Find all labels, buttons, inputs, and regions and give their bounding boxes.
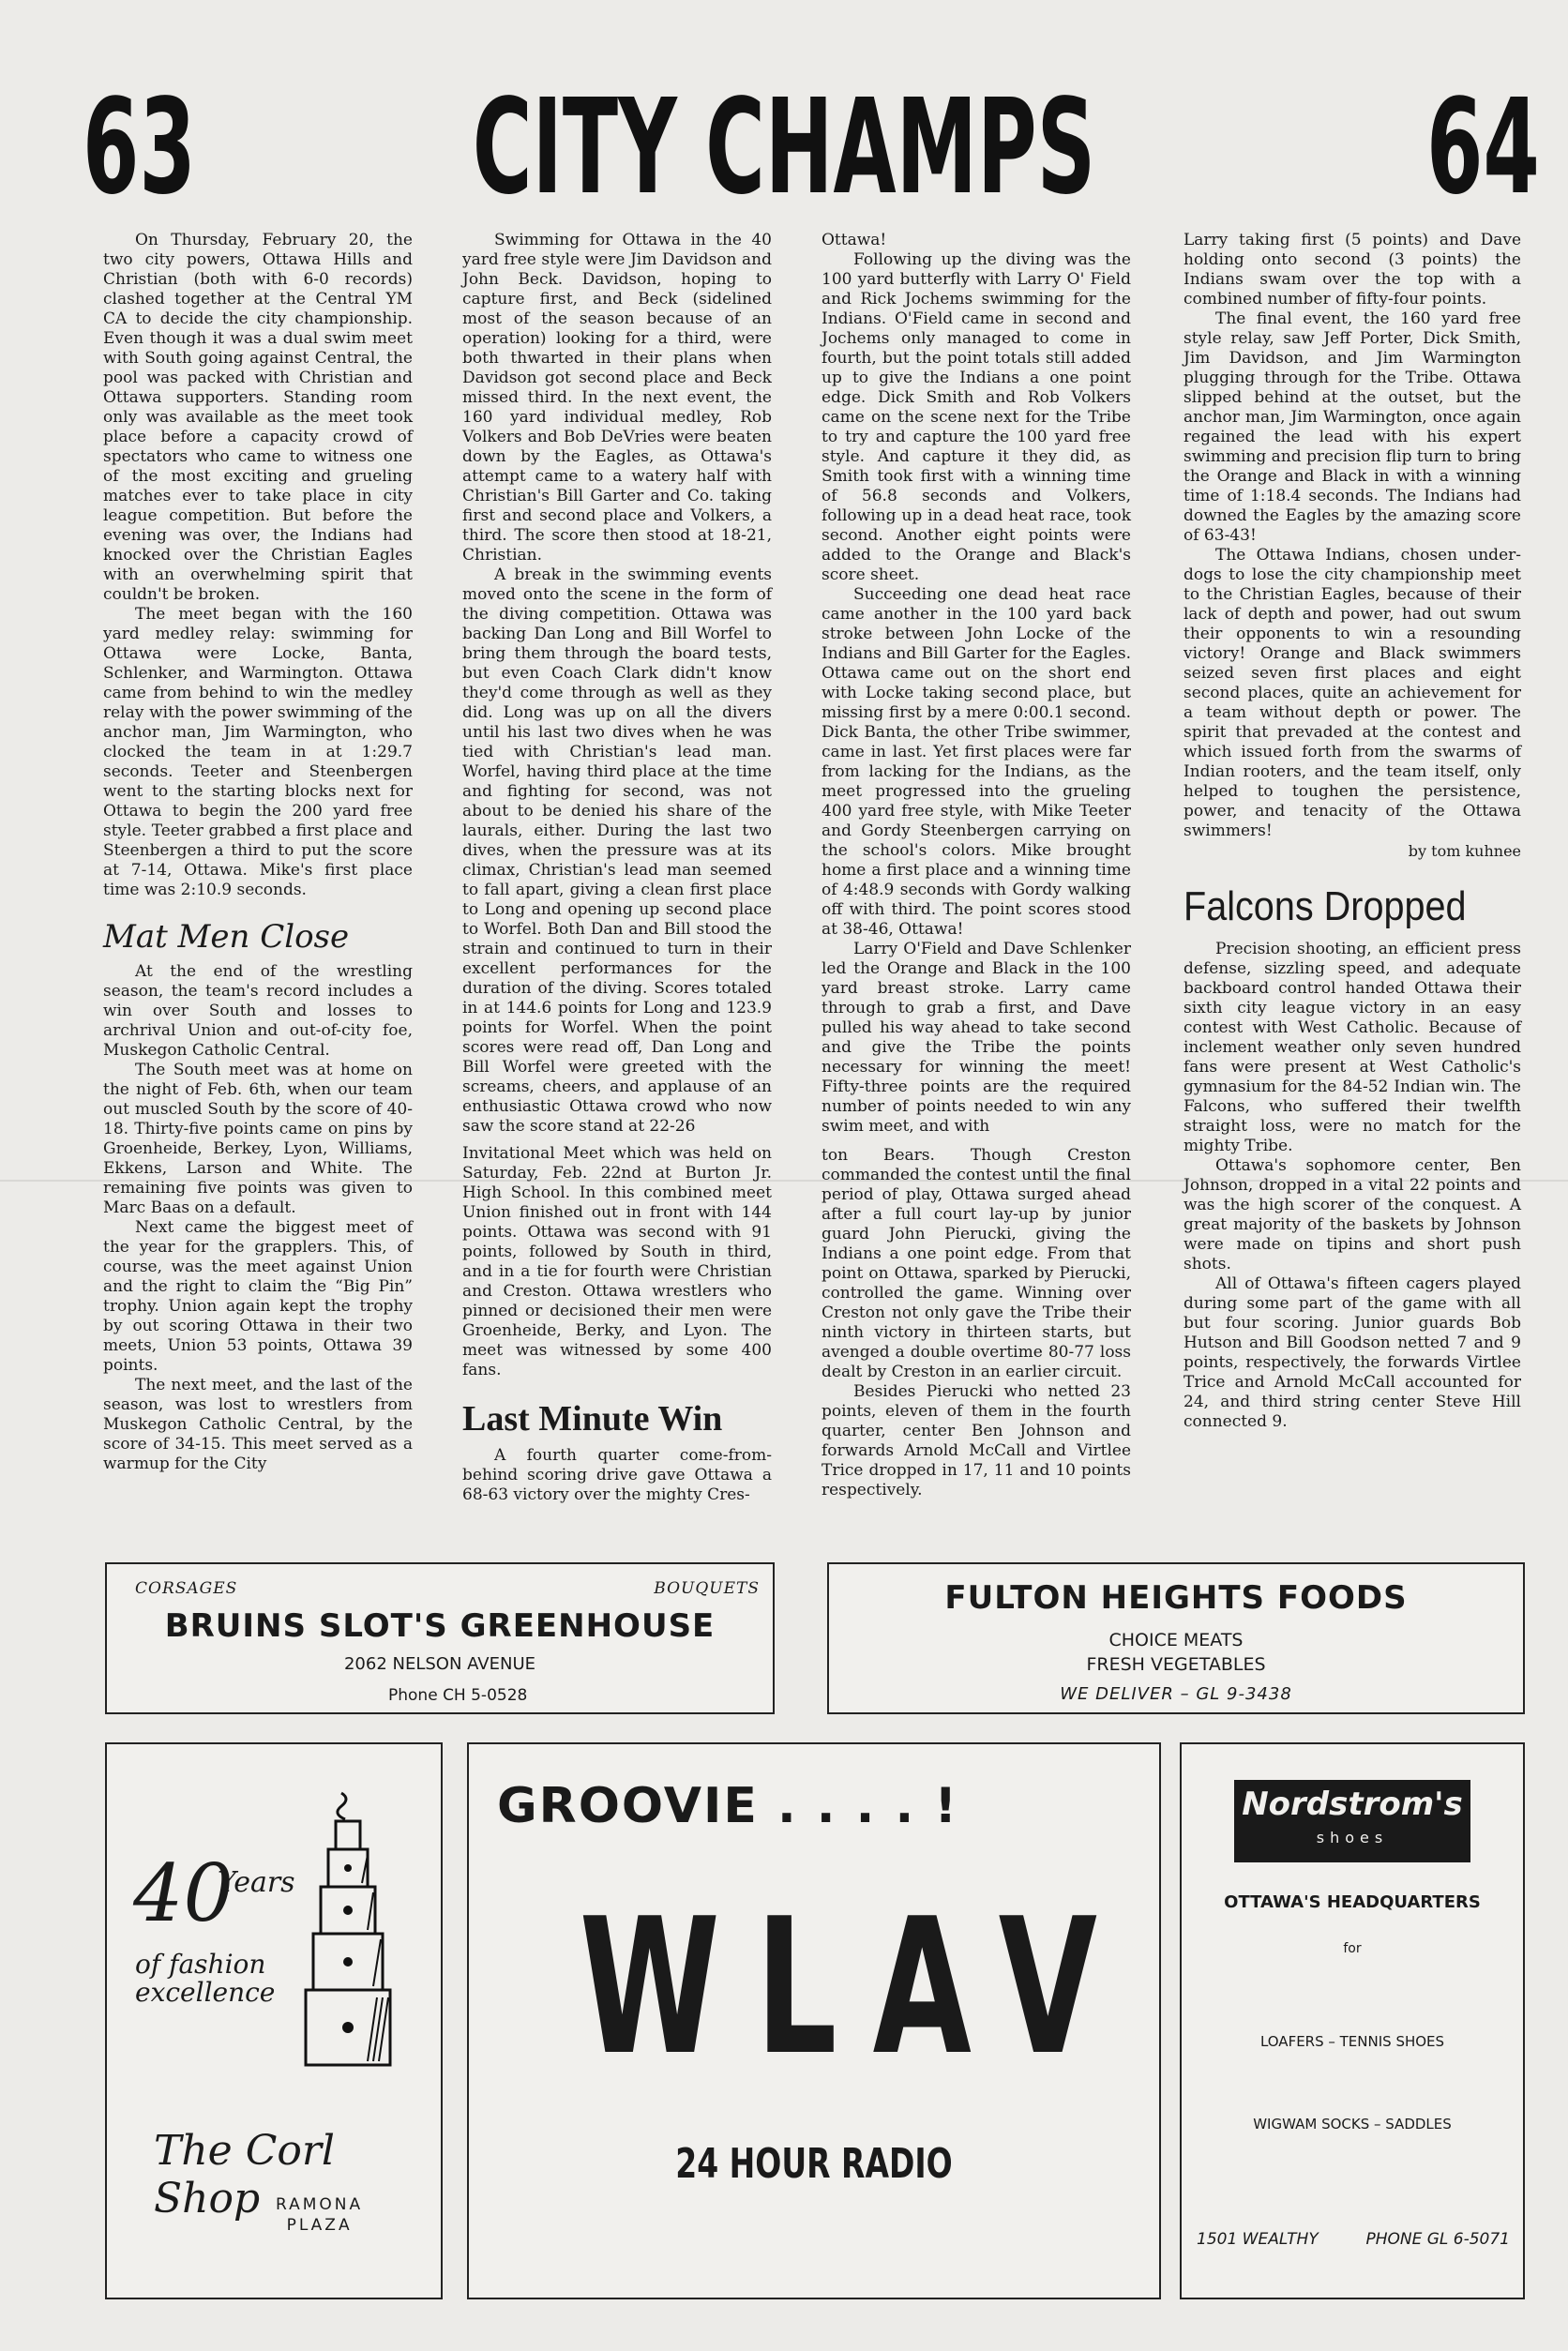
ad-slogan: GROOVIE . . . . ! <box>497 1778 959 1834</box>
headline: CITY CHAMPS <box>472 71 1096 224</box>
paragraph: Besides Pierucki who netted 23 points, eleven of them in the fourth quarter, center Ben Johnson and forwards Arnold McCall and Virtlee Trice dropped in 17, 11 and 10 points respectively. <box>822 1382 1131 1500</box>
paragraph: The final event, the 160 yard free style relay, saw Jeff Porter, Dick Smith, Jim Davidson, and Jim Warmington plugging through for the Tribe. Ottawa slipped behind at the outset, but the anchor man, Jim Warmington, once again regained the lead with his expert swimming and precision flip turn to bring the Orange and Black in with a winning time of 1:18.4 seconds. The Indians had downed the Eagles by the amazing score of 63-43! <box>1184 309 1521 545</box>
paragraph: A break in the swimming events moved onto the scene in the form of the diving competition. Ottawa was backing Dan Long and Bill Worfel to bring them through the board tests, but even Coach Clark didn't know they'd come through as well as they did. Long was up on all the divers until his last two dives when he was tied with Christian's lead man. Worfel, having third place at the time and fighting for second, was not about to be denied his share of the laurals, either. During the last two dives, when the pressure was at its climax, Christian's lead man seemed to fall apart, giving a clean first place to Long and opening up second place to Worfel. Both Dan and Bill stood the strain and continued to turn in their excellent performances for the duration of the diving. Scores totaled in at 144.6 points for Long and 123.9 points for Worfel. When the point scores were read off, Dan Long and Bill Worfel were greeted with the screams, cheers, and applause of an enthusiastic Ottawa crowd who now saw the score stand at 22-26 <box>462 565 772 1136</box>
paragraph: The Ottawa Indians, chosen under-dogs to lose the city championship meet to the Christian Eagles, because of their lack of depth and power, had out swum their opponents to win a resounding victory! Orange and Black swimmers seized seven first places and eight second places, quite an achievement for a team without depth or power. The spirit that prevaded at the contest and which issued forth from the swarms of Indian rooters, and the team itself, only helped to toughen the persistence, power, and tenacity of the Ottawa swimmers! <box>1184 546 1521 840</box>
ad-tagline: of fashion excellence <box>135 1949 276 2008</box>
ad-corsages-label: CORSAGES <box>135 1579 238 1598</box>
ad-call-letters: WLAV <box>579 1878 1134 2097</box>
ad-address: 1501 WEALTHY <box>1197 2230 1319 2249</box>
ad-fulton-heights-foods <box>827 1562 1525 1714</box>
logo-brand: Nordstrom's <box>1242 1786 1463 1823</box>
ad-line: FRESH VEGETABLES <box>1086 1654 1266 1675</box>
ad-business-name: The Corl Shop <box>154 2127 335 2223</box>
ad-line: CHOICE MEATS <box>1108 1630 1244 1650</box>
ad-forty: 40 <box>133 1847 234 1939</box>
article-column-3 <box>822 231 1131 1500</box>
score-right: 64 <box>1426 71 1540 224</box>
paragraph: All of Ottawa's fifteen cagers played during some part of the game with all but four scoring. Junior guards Bob Hutson and Bill Goodson netted 7 and 9 points, respectively, the forwards Virtlee Trice and Arnold McCall accounted for 24, and third string center Steve Hill connected 9. <box>1184 1274 1521 1431</box>
nordstroms-logo <box>1234 1780 1470 1862</box>
paragraph: The meet began with the 160 yard medley relay: swimming for Ottawa were Locke, Banta, Schlenker, and Warmington. Ottawa came from behind to win the medley relay with the power swimming of the anchor man, Jim Warmington, who clocked the team in at 1:29.7 seconds. Teeter and Steenbergen went to the starting blocks next for Ottawa to begin the 200 yard free style. Teeter grabbed a first place and Steenbergen a third to put the score at 7-14, Ottawa. Mike's first place time was 2:10.9 seconds. <box>103 605 413 899</box>
ad-headline: OTTAWA'S HEADQUARTERS <box>1224 1892 1481 1912</box>
paragraph: Precision shooting, an efficient press defense, sizzling speed, and adequate backboard control handed Ottawa their sixth city league victory in an easy contest with West Catholic. Because of inclement weather only seven hundred fans were present at West Catholic's gymnasium for the 84-52 Indian win. The Falcons, who suffered their twelfth straight loss, were no match for the mighty Tribe. <box>1184 940 1521 1155</box>
article-column-1 <box>103 231 413 1474</box>
paragraph: The next meet, and the last of the season, was lost to wrestlers from Muskegon Catholic Central, by the score of 34-15. This meet served as a warmup for the City <box>103 1376 413 1473</box>
ad-phone: PHONE GL 6-5071 <box>1365 2230 1510 2249</box>
subhead-falcons-dropped: Falcons Dropped <box>1184 883 1467 929</box>
paragraph: ton Bears. Though Creston commanded the contest until the final period of play, Ottawa surged ahead after a full court lay-up by junior guard John Pierucki, giving the Indians a one point edge. From that point on Ottawa, sparked by Pierucki, controlled the game. Winning over Creston not only gave the Tribe their ninth victory in thirteen starts, but avenged a double overtime 80-77 loss dealt by Creston in an earlier circuit. <box>822 1146 1131 1381</box>
ad-business-name: BRUINS SLOT'S GREENHOUSE <box>164 1607 716 1645</box>
ad-delivery-phone: WE DELIVER – GL 9-3438 <box>1060 1684 1292 1704</box>
ad-location-line: RAMONA <box>276 2195 364 2214</box>
ad-the-corl-shop <box>105 1742 443 2299</box>
masthead <box>0 73 1568 223</box>
ad-business-name: FULTON HEIGHTS FOODS <box>944 1579 1408 1617</box>
subhead-mat-men-close: Mat Men Close <box>103 918 350 956</box>
ad-item: WIGWAM SOCKS – SADDLES <box>1253 2116 1452 2132</box>
paragraph: Ottawa's sophomore center, Ben Johnson, dropped in a vital 22 points and was the high scorer of the conquest. A great majority of the baskets by Johnson were made on tipins and short push shots. <box>1184 1156 1521 1273</box>
logo-subtitle: shoes <box>1316 1829 1389 1846</box>
paragraph: Larry O'Field and Dave Schlenker led the Orange and Black in the 100 yard breast stroke. Larry came through to grab a first, and Dave pulled his way ahead to take second and give the Tribe the points necessary for winning the meet! Fifty-three points are the required number of points needed to win any swim meet, and with <box>822 940 1131 1136</box>
ad-wlav-radio <box>467 1742 1161 2299</box>
article-column-4 <box>1184 231 1521 1432</box>
paragraph: Invitational Meet which was held on Saturday, Feb. 22nd at Burton Jr. High School. In this combined meet Union finished out in front with 144 points. Ottawa was second with 91 points, followed by South in third, and in a tie for fourth were Christian and Creston. Ottawa wrestlers who pinned or decisioned their men were Groenheide, Berky, and Lyon. The meet was witnessed by some 400 fans. <box>462 1144 772 1379</box>
ad-location-line: PLAZA <box>286 2216 353 2235</box>
ad-location <box>276 2194 363 2236</box>
paragraph: Succeeding one dead heat race came another in the 100 yard back stroke between John Locke of the Indians and Bill Garter for the Eagles. Ottawa came out on the short end with Locke taking second place, but missing first by a mere 0:00.1 second. Dick Banta, the other Tribe swimmer, came in last. Yet first places were far from lacking for the Indians, as the meet progressed into the grueling 400 yard free style, with Mike Teeter and Gordy Steenbergen carrying on the school's colors. Mike brought home a first place and a winning time of 4:48.9 seconds with Gordy walking off with third. The point scores stood at 38-46, Ottawa! <box>822 585 1131 939</box>
ad-phone: Phone CH 5-0528 <box>388 1686 528 1705</box>
ad-bruins-slots-greenhouse <box>105 1562 775 1714</box>
paragraph: Following up the diving was the 100 yard butterfly with Larry O' Field and Rick Jochems swimming for the Indians. O'Field came in second and Jochems only managed to come in fourth, but the point totals still added up to give the Indians a one point edge. Dick Smith and Rob Volkers came on the scene next for the Tribe to try and capture the 100 yard free style. And capture it they did, as Smith took first with a winning time of 56.8 seconds and Volkers, following up in a dead heat race, took second. Another eight points were added to the Orange and Black's score sheet. <box>822 250 1131 584</box>
article-column-2 <box>462 231 772 1505</box>
ad-for: for <box>1343 1941 1362 1956</box>
ad-tagline: 24 HOUR RADIO <box>675 2140 953 2188</box>
ad-bouquets-label: BOUQUETS <box>654 1579 760 1598</box>
paragraph: A fourth quarter come-from-behind scoring drive gave Ottawa a 68-63 victory over the mighty Cres- <box>462 1446 772 1504</box>
byline: by tom kuhnee <box>1408 842 1521 860</box>
paragraph: At the end of the wrestling season, the team's record includes a win over South and losses to archrival Union and out-of-city foe, Muskegon Catholic Central. <box>103 962 413 1060</box>
ad-years: Years <box>218 1866 295 1899</box>
ad-address: 2062 NELSON AVENUE <box>343 1654 536 1674</box>
paragraph: Next came the biggest meet of the year for the grapplers. This, of course, was the meet against Union and the right to claim the “Big Pin” trophy. Union again kept the trophy by out scoring Ottawa in their two meets, Union 53 points, Ottawa 39 points. <box>103 1218 413 1375</box>
paragraph: Swimming for Ottawa in the 40 yard free style were Jim Davidson and John Beck. Davidson, hoping to capture first, and Beck (sidelined most of the season because of an operation) looking for a third, were both thwarted in their plans when Davidson got second place and Beck missed third. In the next event, the 160 yard individual medley, Rob Volkers and Bob DeVries were beaten down by the Eagles, as Ottawa's attempt came to a watery half with Christian's Bill Garter and Co. taking first and second place and Volkers, a third. The score then stood at 18-21, Christian. <box>462 231 772 565</box>
paragraph: The South meet was at home on the night of Feb. 6th, when our team out muscled South by the score of 40-18. Thirty-five points came on pins by Groenheide, Berkey, Lyon, Williams, Ekkens, Larson and White. The remaining five points was given to Marc Baas on a default. <box>103 1061 413 1217</box>
paragraph: Ottawa! <box>822 231 887 249</box>
paragraph: On Thursday, February 20, the two city powers, Ottawa Hills and Christian (both with 6-0 records) clashed together at the Central YM CA to decide the city championship. Even though it was a dual swim meet with South going against Central, the pool was packed with Christian and Ottawa supporters. Standing room only was available as the meet took place before a capacity crowd of spectators who came to witness one of the most exciting and grueling matches ever to take place in city league competition. But before the evening was over, the Indians had knocked over the Christian Eagles with an overwhelming spirit that couldn't be broken. <box>103 231 413 604</box>
ad-nordstroms-shoes <box>1180 1742 1525 2299</box>
gift-box-tower-icon <box>293 1789 405 2071</box>
subhead-last-minute-win: Last Minute Win <box>462 1399 723 1439</box>
score-left: 63 <box>83 71 196 224</box>
ad-item: LOAFERS – TENNIS SHOES <box>1259 2033 1445 2050</box>
paragraph: Larry taking first (5 points) and Dave holding onto second (3 points) the Indians swam over the top with a combined number of fifty-four points. <box>1184 231 1521 309</box>
